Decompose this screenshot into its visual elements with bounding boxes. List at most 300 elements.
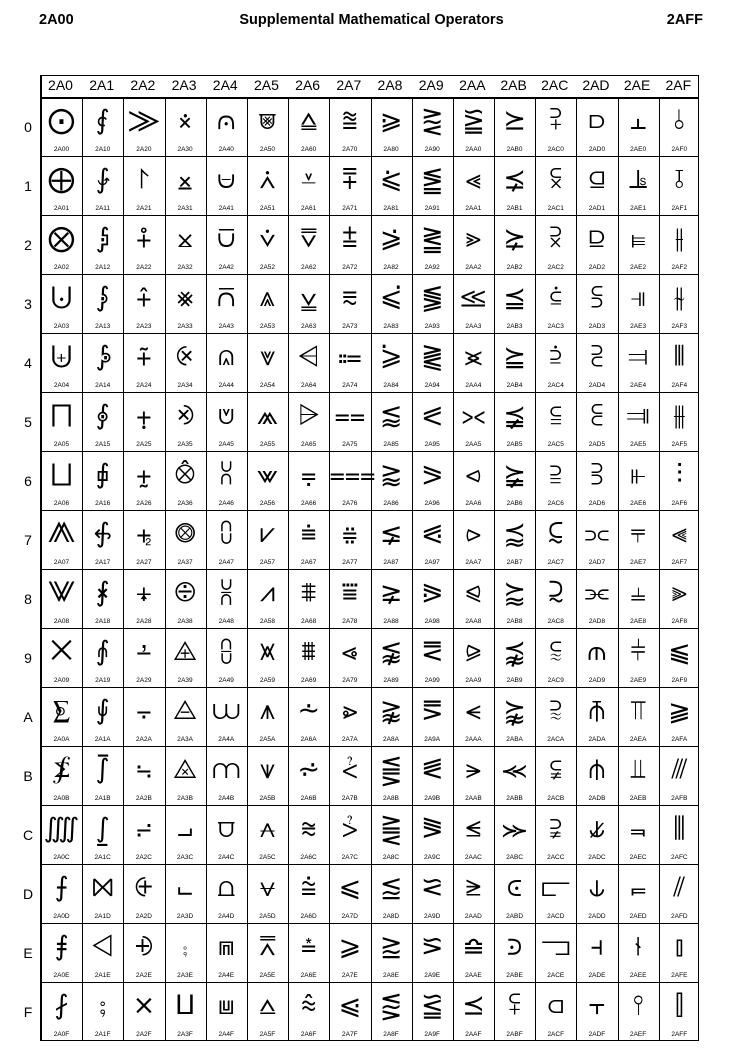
code-point-label: 2A93 — [424, 323, 440, 330]
character-glyph: ⪞ — [420, 931, 444, 962]
character-glyph: ⪊ — [379, 695, 403, 726]
character-cell — [41, 215, 82, 274]
code-point-label: 2A7C — [341, 854, 358, 861]
code-point-label: 2AC4 — [547, 382, 564, 389]
code-point-label: 2A2E — [135, 972, 152, 979]
character-cell — [165, 510, 206, 569]
character-cell — [41, 510, 82, 569]
character-cell — [206, 628, 247, 687]
character-glyph: ⪯ — [462, 990, 485, 1021]
code-point-label: 2A1A — [94, 736, 111, 743]
character-cell — [371, 746, 412, 805]
character-cell — [165, 392, 206, 451]
character-cell — [659, 746, 700, 805]
row-header: 5 — [24, 414, 32, 430]
code-point-label: 2A9D — [424, 913, 441, 920]
character-glyph: ⩐ — [258, 105, 277, 136]
character-cell — [535, 923, 576, 982]
character-cell — [82, 687, 123, 746]
character-cell — [123, 274, 164, 333]
column-header: 2A6 — [295, 77, 321, 93]
column-header: 2A5 — [253, 77, 279, 93]
character-cell — [453, 746, 494, 805]
character-cell — [453, 628, 494, 687]
character-glyph: ⫃ — [549, 282, 562, 313]
code-point-label: 2A70 — [342, 146, 358, 153]
code-point-label: 2ADA — [588, 736, 606, 743]
character-cell — [618, 156, 659, 215]
character-glyph: ⨓ — [95, 282, 110, 313]
code-point-label: 2A3B — [177, 795, 194, 802]
character-cell — [247, 215, 288, 274]
character-cell — [494, 215, 535, 274]
code-point-label: 2AE1 — [630, 205, 647, 212]
character-glyph: ⫹ — [668, 636, 691, 667]
column-header: 2A4 — [212, 77, 238, 93]
character-cell — [123, 628, 164, 687]
character-glyph: ⪮ — [462, 931, 485, 962]
character-cell — [288, 97, 329, 156]
character-glyph: ⨕ — [95, 400, 110, 431]
character-glyph: ⨤ — [135, 341, 152, 372]
code-point-label: 2A20 — [136, 146, 152, 153]
code-point-label: 2A00 — [53, 146, 70, 153]
character-cell — [453, 215, 494, 274]
character-glyph: ⩊ — [212, 695, 240, 726]
character-cell — [453, 687, 494, 746]
character-glyph: ⨿ — [175, 990, 195, 1021]
code-point-label: 2A3C — [176, 854, 194, 861]
character-cell — [576, 215, 617, 274]
character-cell — [618, 510, 659, 569]
code-point-label: 2AE2 — [630, 264, 647, 271]
character-cell — [535, 333, 576, 392]
character-glyph: ⪂ — [379, 223, 403, 254]
character-cell — [82, 274, 123, 333]
code-point-label: 2ABD — [506, 913, 524, 920]
character-glyph: ⫰ — [673, 105, 686, 136]
character-glyph: ⩲ — [341, 223, 358, 254]
character-cell — [494, 628, 535, 687]
character-glyph: ⨜ — [95, 813, 110, 844]
page-title: Supplemental Mathematical Operators — [239, 12, 504, 28]
character-glyph: ⩠ — [300, 105, 317, 136]
character-glyph: ⩖ — [256, 459, 279, 490]
character-glyph: ⩕ — [256, 400, 279, 431]
character-cell — [329, 569, 370, 628]
character-cell — [535, 569, 576, 628]
character-glyph: ⩵ — [334, 400, 366, 431]
code-point-label: 2A0D — [53, 913, 70, 920]
character-cell — [371, 97, 412, 156]
character-glyph: ⨫ — [135, 754, 152, 785]
code-point-label: 2AE9 — [630, 677, 647, 684]
character-cell — [165, 569, 206, 628]
code-point-label: 2A8B — [383, 795, 399, 802]
character-glyph: ⨺ — [173, 695, 198, 726]
character-cell — [329, 864, 370, 923]
character-cell — [576, 864, 617, 923]
character-cell — [82, 923, 123, 982]
code-point-label: 2AC7 — [547, 559, 564, 566]
character-cell — [412, 451, 453, 510]
row-header: B — [23, 768, 33, 784]
character-glyph: ⫠ — [629, 105, 647, 136]
code-point-label: 2A72 — [342, 264, 358, 271]
character-cell — [659, 628, 700, 687]
character-glyph: ⫺ — [668, 695, 691, 726]
character-cell — [82, 864, 123, 923]
character-cell — [494, 687, 535, 746]
code-point-label: 2A4A — [218, 736, 235, 743]
code-point-label: 2AAC — [464, 854, 482, 861]
character-cell — [412, 864, 453, 923]
character-cell — [247, 392, 288, 451]
character-glyph: ⪏ — [379, 990, 403, 1021]
column-header: 2A7 — [336, 77, 362, 93]
code-point-label: 2A55 — [259, 441, 276, 448]
character-cell — [659, 923, 700, 982]
code-point-label: 2AD2 — [588, 264, 606, 271]
character-glyph: ⫊ — [549, 695, 562, 726]
character-glyph: ⪎ — [379, 931, 403, 962]
character-glyph: ⪾ — [506, 931, 523, 962]
code-point-label: 2A29 — [136, 677, 152, 684]
character-glyph: ⨐ — [95, 105, 110, 136]
character-glyph: ⩣ — [300, 282, 317, 313]
code-point-label: 2A77 — [342, 559, 358, 566]
character-cell — [82, 569, 123, 628]
character-glyph: ⨳ — [176, 282, 194, 313]
code-point-label: 2A45 — [218, 441, 234, 448]
row-header: 6 — [24, 473, 32, 489]
code-point-label: 2A62 — [301, 264, 317, 271]
code-point-label: 2AF4 — [671, 382, 688, 389]
code-point-label: 2A7B — [341, 795, 358, 802]
row-header: A — [23, 709, 33, 725]
character-glyph: ⩯ — [300, 990, 317, 1021]
code-point-label: 2A59 — [259, 677, 276, 684]
code-point-label: 2A1D — [94, 913, 111, 920]
character-glyph: ⫬ — [630, 813, 647, 844]
code-point-label: 2A47 — [218, 559, 234, 566]
character-glyph: ⫨ — [630, 577, 646, 608]
character-glyph: ⪸ — [503, 577, 526, 608]
code-point-label: 2A2A — [135, 736, 152, 743]
code-point-label: 2AEE — [629, 972, 647, 979]
character-glyph: ⫡ — [629, 164, 648, 195]
code-point-label: 2AB6 — [506, 500, 523, 507]
character-cell — [535, 392, 576, 451]
character-glyph: ⪃ — [379, 282, 403, 313]
character-cell — [412, 392, 453, 451]
character-cell — [535, 864, 576, 923]
character-glyph: ⩧ — [300, 518, 317, 549]
code-point-label: 2A6B — [300, 795, 317, 802]
character-cell — [247, 333, 288, 392]
character-cell — [576, 510, 617, 569]
code-point-label: 2A86 — [383, 500, 399, 507]
character-glyph: ⪋ — [379, 754, 403, 785]
character-cell — [453, 274, 494, 333]
character-glyph: ⪑ — [420, 164, 444, 195]
code-point-label: 2A69 — [301, 677, 317, 684]
code-point-label: 2A2F — [136, 1031, 152, 1038]
code-point-label: 2A80 — [383, 146, 399, 153]
character-glyph: ⩝ — [259, 872, 276, 903]
character-glyph: ⩷ — [341, 518, 358, 549]
code-point-label: 2A6D — [300, 913, 317, 920]
character-glyph: ⫚ — [588, 695, 605, 726]
character-cell — [618, 274, 659, 333]
character-cell — [206, 156, 247, 215]
code-point-label: 2AD1 — [588, 205, 606, 212]
character-glyph: ⩳ — [341, 282, 358, 313]
character-cell — [494, 451, 535, 510]
code-point-label: 2A4E — [218, 972, 235, 979]
character-cell — [453, 864, 494, 923]
character-cell — [412, 687, 453, 746]
code-point-label: 2A60 — [301, 146, 317, 153]
code-point-label: 2AAA — [465, 736, 482, 743]
character-cell — [659, 97, 700, 156]
code-point-label: 2AB3 — [506, 323, 523, 330]
character-glyph: ⪢ — [465, 223, 481, 254]
code-point-label: 2A8E — [383, 972, 399, 979]
character-cell — [247, 510, 288, 569]
code-point-label: 2A37 — [177, 559, 193, 566]
code-point-label: 2AE7 — [630, 559, 647, 566]
code-point-label: 2AE6 — [630, 500, 647, 507]
code-point-label: 2A4B — [218, 795, 235, 802]
code-point-label: 2A78 — [342, 618, 358, 625]
code-point-label: 2A87 — [383, 559, 399, 566]
character-cell — [247, 97, 288, 156]
code-point-label: 2A33 — [177, 323, 193, 330]
character-glyph: ⩰ — [341, 105, 358, 136]
code-point-label: 2A04 — [53, 382, 70, 389]
character-cell — [576, 569, 617, 628]
character-glyph: ⫧ — [630, 518, 646, 549]
character-cell — [371, 510, 412, 569]
character-cell — [535, 687, 576, 746]
code-point-label: 2A5C — [259, 854, 276, 861]
character-glyph: ⫳ — [673, 282, 685, 313]
character-cell — [123, 982, 164, 1041]
code-point-label: 2AD9 — [588, 677, 606, 684]
character-glyph: ⫘ — [584, 577, 610, 608]
character-glyph: ⨰ — [177, 105, 193, 136]
code-point-label: 2A5E — [259, 972, 276, 979]
character-glyph: ⪿ — [508, 990, 521, 1021]
code-point-label: 2A05 — [53, 441, 70, 448]
character-cell — [576, 274, 617, 333]
character-glyph: ⫁ — [549, 164, 562, 195]
code-point-label: 2A24 — [136, 382, 152, 389]
character-glyph: ⨲ — [177, 223, 193, 254]
code-point-label: 2AF5 — [671, 441, 688, 448]
code-point-label: 2A63 — [301, 323, 317, 330]
code-point-label: 2A26 — [136, 500, 152, 507]
character-cell — [329, 333, 370, 392]
code-point-label: 2A58 — [259, 618, 276, 625]
character-glyph: ⩛ — [259, 754, 276, 785]
character-cell — [329, 274, 370, 333]
character-glyph: ⫴ — [673, 341, 685, 372]
character-glyph: ⨩ — [135, 636, 152, 667]
character-cell — [329, 746, 370, 805]
character-cell — [329, 628, 370, 687]
character-cell — [371, 451, 412, 510]
character-cell — [165, 746, 206, 805]
character-cell — [82, 97, 123, 156]
code-point-label: 2A85 — [383, 441, 399, 448]
character-glyph: ⪦ — [465, 459, 481, 490]
character-cell — [288, 569, 329, 628]
column-header: 2A1 — [89, 77, 115, 93]
character-glyph: ⪳ — [503, 282, 526, 313]
character-glyph: ⫑ — [589, 164, 605, 195]
code-point-label: 2A53 — [259, 323, 276, 330]
character-glyph: ⩩ — [301, 636, 316, 667]
character-glyph: ⪲ — [503, 223, 526, 254]
row-header: 0 — [24, 119, 32, 135]
character-cell — [412, 923, 453, 982]
character-cell — [247, 451, 288, 510]
character-glyph: ⪇ — [379, 518, 403, 549]
character-glyph: ⨅ — [50, 400, 73, 431]
character-cell — [165, 923, 206, 982]
character-cell — [247, 982, 288, 1041]
code-point-label: 2AAD — [464, 913, 482, 920]
code-point-label: 2AB0 — [506, 146, 523, 153]
code-point-label: 2A39 — [177, 677, 193, 684]
character-glyph: ⪖ — [420, 459, 444, 490]
code-point-label: 2ACA — [547, 736, 565, 743]
code-point-label: 2AAF — [465, 1031, 482, 1038]
character-glyph: ⩒ — [259, 223, 276, 254]
character-glyph: ⩿ — [338, 990, 362, 1021]
character-cell — [453, 156, 494, 215]
character-glyph: ⪈ — [379, 577, 403, 608]
character-cell — [618, 451, 659, 510]
character-cell — [329, 156, 370, 215]
character-glyph: ⨇ — [48, 518, 75, 549]
character-cell — [412, 333, 453, 392]
character-cell — [329, 923, 370, 982]
character-cell — [453, 392, 494, 451]
character-cell — [82, 805, 123, 864]
character-glyph: ⪟ — [420, 990, 444, 1021]
code-point-label: 2ADD — [588, 913, 606, 920]
code-point-label: 2A49 — [218, 677, 234, 684]
character-cell — [247, 156, 288, 215]
character-cell — [576, 451, 617, 510]
code-point-label: 2AB7 — [506, 559, 523, 566]
character-glyph: ⫗ — [584, 518, 610, 549]
code-point-label: 2ABA — [506, 736, 523, 743]
character-cell — [329, 215, 370, 274]
character-cell — [123, 215, 164, 274]
character-glyph: ⪹ — [503, 636, 526, 667]
character-glyph: ⩴ — [338, 341, 362, 372]
character-glyph: ⩌ — [217, 813, 236, 844]
character-glyph: ⫎ — [541, 931, 571, 962]
character-glyph: ⩀ — [216, 105, 236, 136]
character-cell — [659, 451, 700, 510]
character-glyph: ⫏ — [547, 990, 564, 1021]
code-point-label: 2A19 — [95, 677, 111, 684]
character-glyph: ⩍ — [217, 872, 236, 903]
character-glyph: ⨽ — [177, 872, 193, 903]
character-cell — [288, 746, 329, 805]
code-point-label: 2A56 — [259, 500, 276, 507]
code-point-label: 2A32 — [177, 264, 193, 271]
character-glyph: ⪘ — [420, 577, 444, 608]
character-cell — [412, 805, 453, 864]
character-cell — [453, 982, 494, 1041]
character-cell — [535, 510, 576, 569]
row-header: 9 — [24, 650, 32, 666]
character-cell — [535, 156, 576, 215]
character-cell — [123, 510, 164, 569]
character-glyph: ⫄ — [549, 341, 562, 372]
character-glyph: ⨏ — [54, 990, 69, 1021]
character-glyph: ⪤ — [464, 341, 483, 372]
code-point-label: 2A5F — [259, 1031, 276, 1038]
character-cell — [247, 746, 288, 805]
character-glyph: ⪭ — [465, 872, 481, 903]
code-point-label: 2A6E — [300, 972, 317, 979]
character-glyph: ⩁ — [216, 164, 236, 195]
character-cell — [453, 805, 494, 864]
character-glyph: ⨒ — [95, 223, 110, 254]
character-cell — [165, 215, 206, 274]
character-glyph: ⩏ — [218, 990, 234, 1021]
character-cell — [41, 687, 82, 746]
character-glyph: ⩑ — [259, 164, 276, 195]
character-cell — [165, 451, 206, 510]
character-cell — [618, 746, 659, 805]
character-glyph: ⪻ — [501, 754, 528, 785]
character-cell — [494, 333, 535, 392]
character-glyph: ⪗ — [420, 518, 444, 549]
code-point-label: 2AF9 — [671, 677, 688, 684]
code-point-label: 2AC0 — [547, 146, 564, 153]
character-glyph: ⩓ — [259, 282, 276, 313]
character-glyph: ⨛ — [95, 754, 110, 785]
character-glyph: ⪼ — [501, 813, 528, 844]
character-glyph: ⫓ — [590, 282, 603, 313]
character-glyph: ⨑ — [95, 164, 110, 195]
character-glyph: ⪠ — [462, 105, 485, 136]
code-point-label: 2AC9 — [547, 677, 564, 684]
character-cell — [535, 628, 576, 687]
character-glyph: ⨚ — [95, 695, 110, 726]
column-header: 2AC — [541, 77, 569, 93]
character-cell — [659, 687, 700, 746]
character-glyph: ⪪ — [465, 695, 481, 726]
character-glyph: ⨘ — [95, 577, 110, 608]
character-cell — [123, 687, 164, 746]
character-cell — [412, 628, 453, 687]
code-point-label: 2A79 — [342, 677, 358, 684]
code-point-label: 2AD5 — [588, 441, 606, 448]
character-glyph: ⪶ — [503, 459, 526, 490]
character-cell — [618, 569, 659, 628]
character-cell — [165, 864, 206, 923]
code-point-label: 2A23 — [136, 323, 152, 330]
